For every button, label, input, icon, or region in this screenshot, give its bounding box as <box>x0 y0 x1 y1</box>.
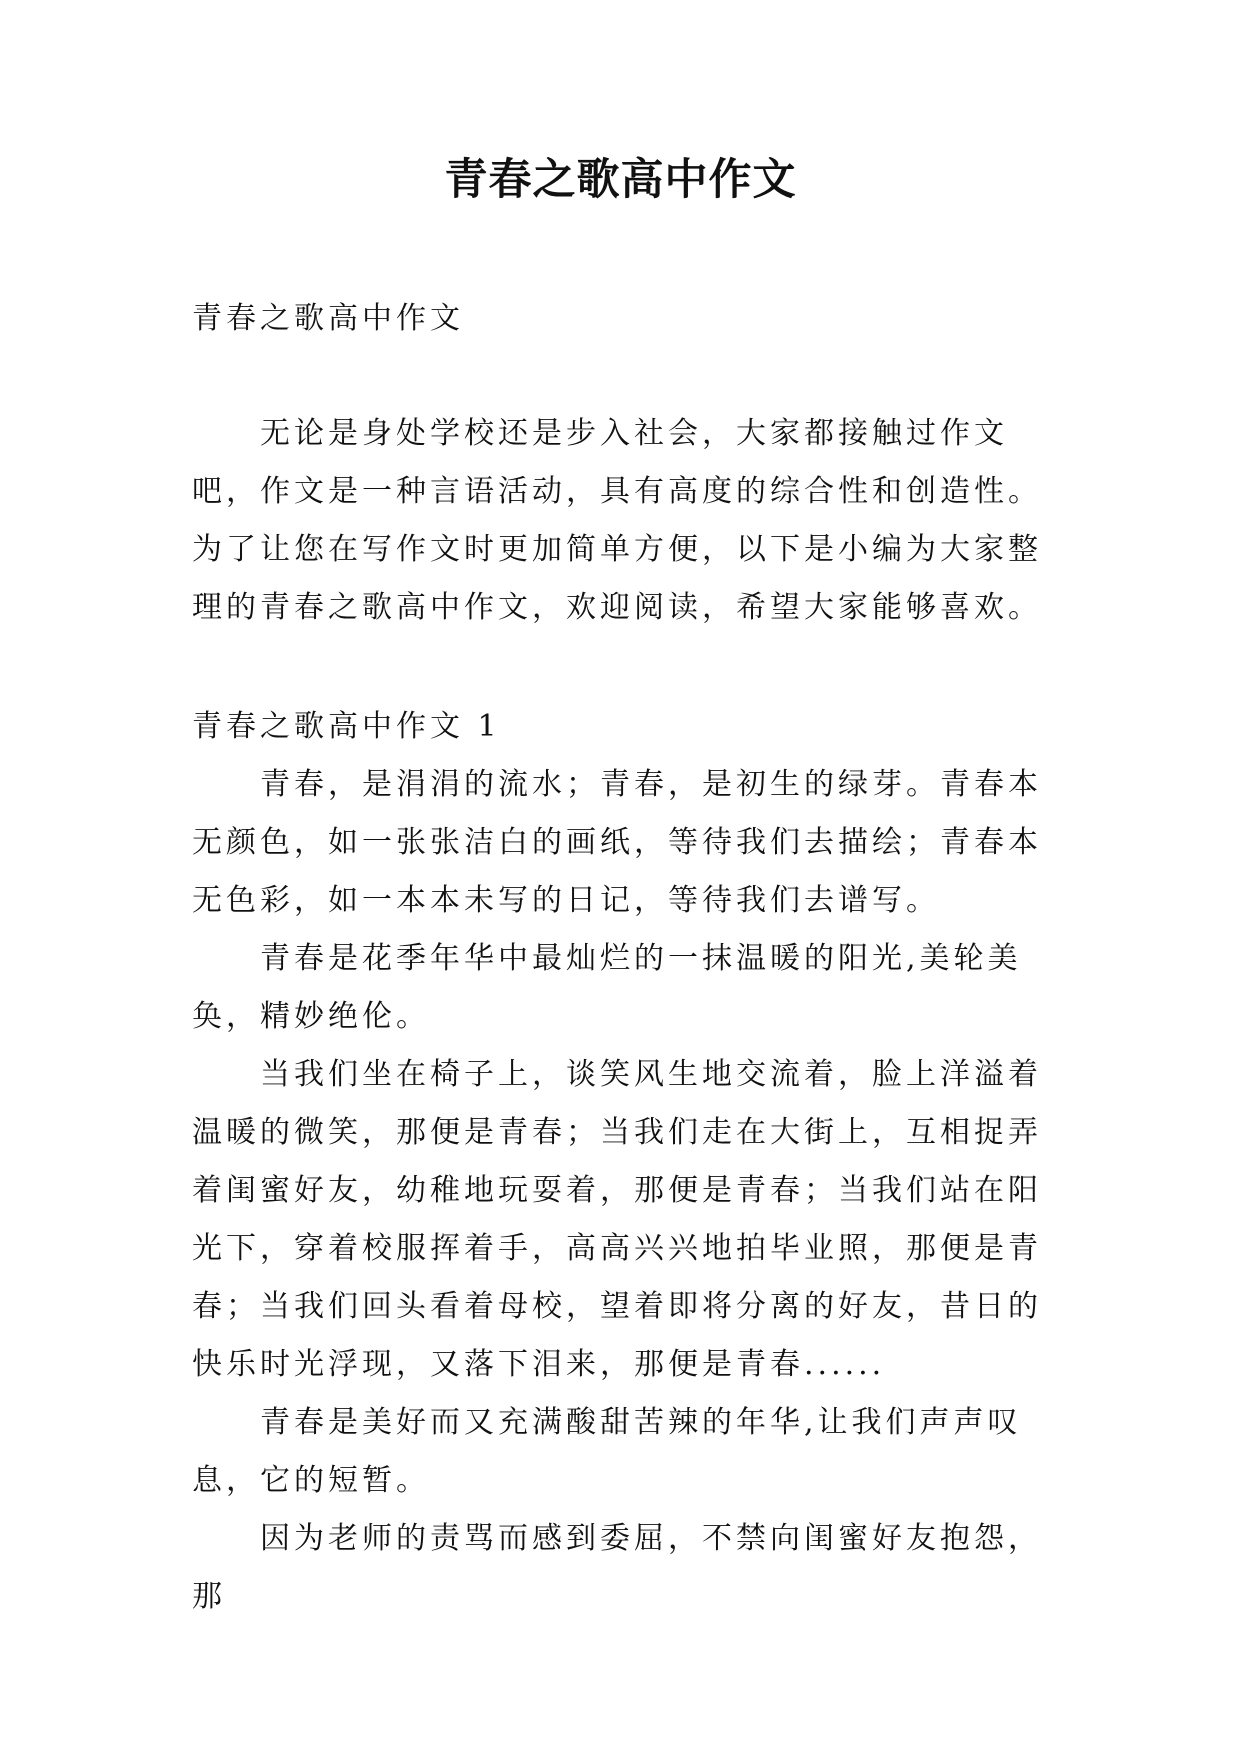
essay-section <box>192 698 1072 1626</box>
document-title: 青春之歌高中作文 <box>444 155 797 205</box>
body-paragraph: 青春，是涓涓的流水；青春，是初生的绿芽。青春本无颜色，如一张张洁白的画纸，等待我们去描绘；青春本无色彩，如一本本未写的日记，等待我们去谱写。 <box>192 767 1042 918</box>
body-paragraph: 青春是美好而又充满酸甜苦辣的年华,让我们声声叹息，它的短暂。 <box>192 1405 1022 1498</box>
intro-paragraph: 无论是身处学校还是步入社会，大家都接触过作文吧，作文是一种言语活动，具有高度的综合性和创造性。为了让您在写作文时更加简单方便，以下是小编为大家整理的青春之歌高中作文，欢迎阅读，希望大家能够喜欢。 <box>192 416 1042 625</box>
body-paragraph: 青春是花季年华中最灿烂的一抹温暖的阳光,美轮美奂，精妙绝伦。 <box>192 941 1022 1034</box>
body-paragraph: 当我们坐在椅子上，谈笑风生地交流着，脸上洋溢着温暖的微笑，那便是青春；当我们走在大街上，互相捉弄着闺蜜好友，幼稚地玩耍着，那便是青春；当我们站在阳光下，穿着校服挥着手，高高兴兴地拍毕业照，那便是青春；当我们回头看着母校，望着即将分离的好友，昔日的快乐时光浮现，又落下泪来，那便是青春...... <box>192 1057 1042 1382</box>
section-heading: 青春之歌高中作文 1 <box>192 709 501 744</box>
document-subtitle: 青春之歌高中作文 <box>192 301 464 336</box>
body-paragraph: 因为老师的责骂而感到委屈，不禁向闺蜜好友抱怨，那 <box>192 1521 1042 1614</box>
